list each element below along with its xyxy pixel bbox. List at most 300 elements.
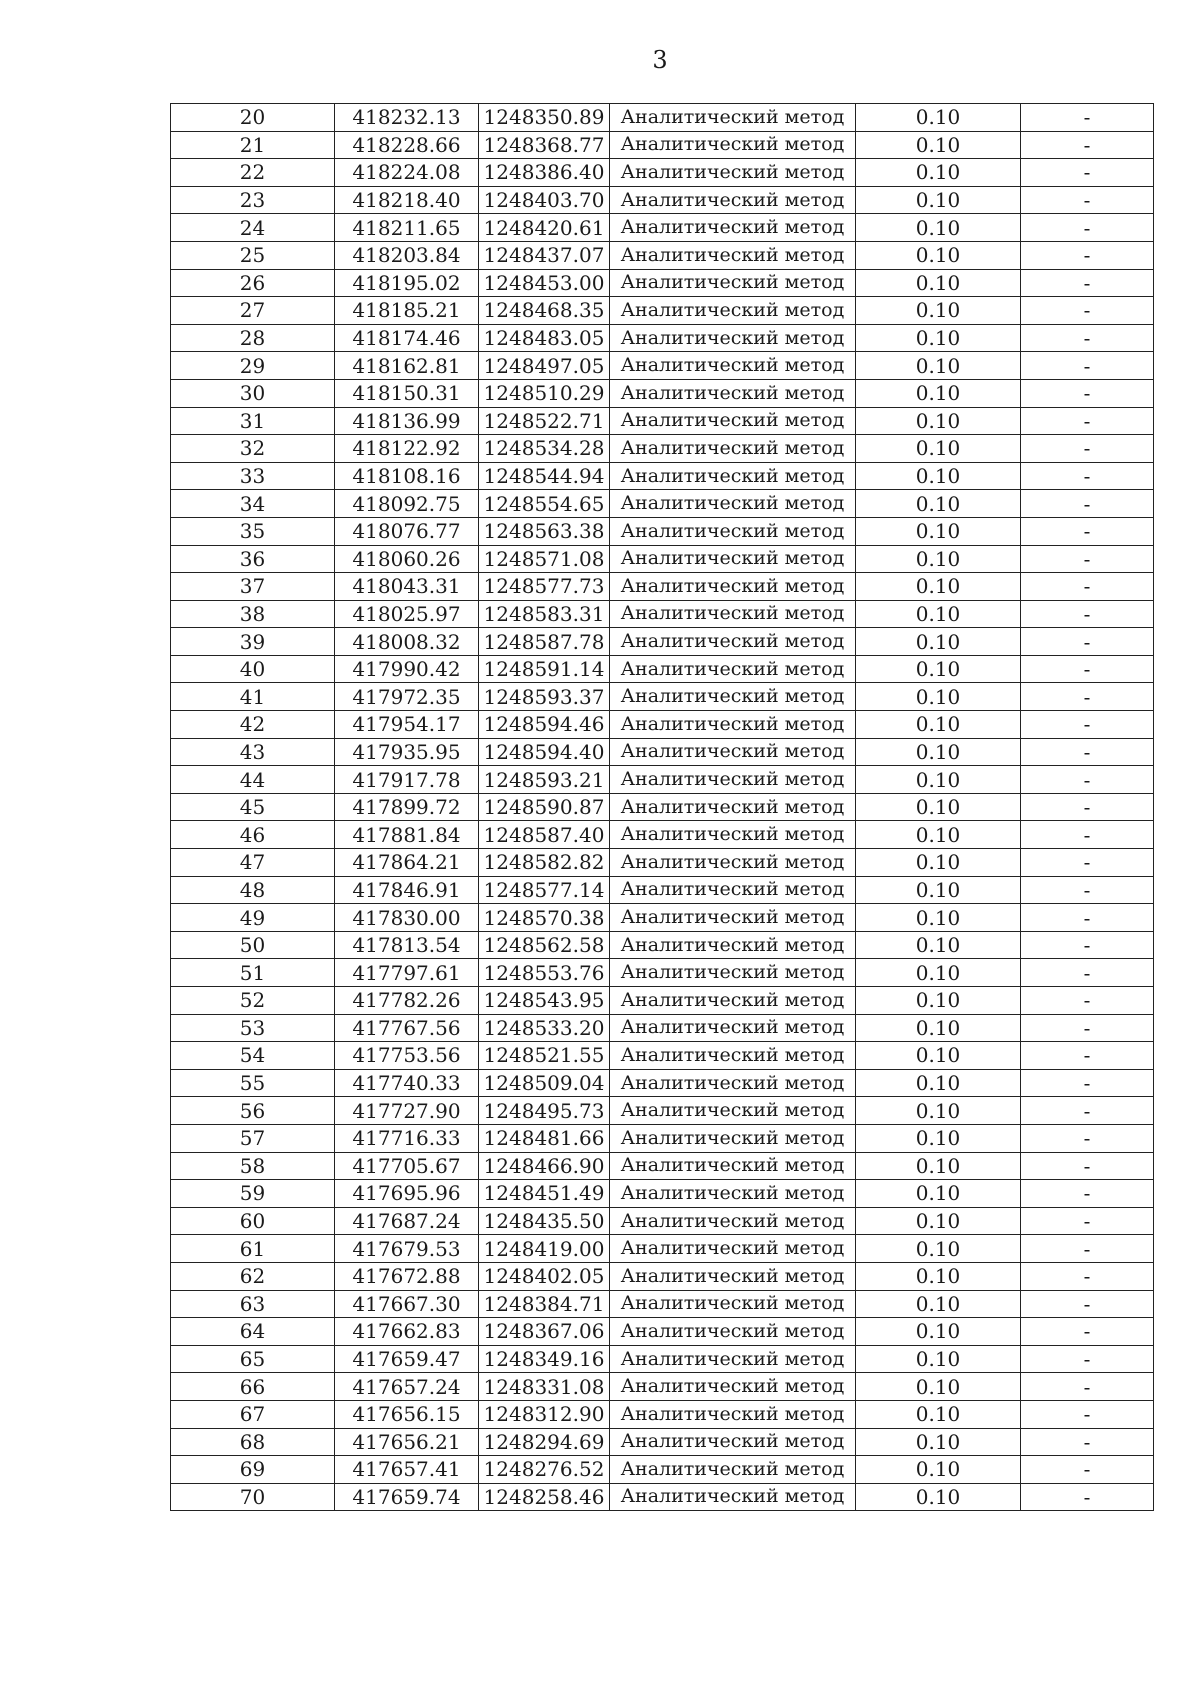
y-coordinate-cell: 1248420.61 [479,214,610,242]
coordinates-table [170,103,1154,1511]
point-number-cell: 37 [171,573,335,601]
description-cell: - [1021,1014,1154,1042]
x-coordinate-cell: 418218.40 [335,186,479,214]
y-coordinate-cell: 1248483.05 [479,324,610,352]
x-coordinate-cell: 417656.15 [335,1400,479,1428]
table-row [171,1042,1154,1070]
x-coordinate-cell: 417705.67 [335,1152,479,1180]
method-cell: Аналитический метод [610,711,856,739]
description-cell: - [1021,324,1154,352]
method-cell: Аналитический метод [610,1014,856,1042]
y-coordinate-cell: 1248368.77 [479,131,610,159]
accuracy-cell: 0.10 [856,738,1021,766]
accuracy-cell: 0.10 [856,959,1021,987]
x-coordinate-cell: 417813.54 [335,931,479,959]
description-cell: - [1021,1042,1154,1070]
point-number-cell: 32 [171,435,335,463]
method-cell: Аналитический метод [610,1400,856,1428]
table-row [171,959,1154,987]
x-coordinate-cell: 417672.88 [335,1262,479,1290]
description-cell: - [1021,407,1154,435]
description-cell: - [1021,435,1154,463]
point-number-cell: 20 [171,104,335,132]
x-coordinate-cell: 418195.02 [335,269,479,297]
y-coordinate-cell: 1248384.71 [479,1290,610,1318]
accuracy-cell: 0.10 [856,324,1021,352]
table-row [171,545,1154,573]
description-cell: - [1021,1318,1154,1346]
description-cell: - [1021,241,1154,269]
x-coordinate-cell: 418092.75 [335,490,479,518]
y-coordinate-cell: 1248435.50 [479,1207,610,1235]
description-cell: - [1021,1180,1154,1208]
method-cell: Аналитический метод [610,435,856,463]
x-coordinate-cell: 417864.21 [335,849,479,877]
y-coordinate-cell: 1248582.82 [479,849,610,877]
accuracy-cell: 0.10 [856,931,1021,959]
y-coordinate-cell: 1248466.90 [479,1152,610,1180]
y-coordinate-cell: 1248554.65 [479,490,610,518]
point-number-cell: 69 [171,1456,335,1484]
x-coordinate-cell: 417716.33 [335,1124,479,1152]
point-number-cell: 39 [171,628,335,656]
table-row [171,766,1154,794]
x-coordinate-cell: 418060.26 [335,545,479,573]
x-coordinate-cell: 418150.31 [335,379,479,407]
accuracy-cell: 0.10 [856,1042,1021,1070]
method-cell: Аналитический метод [610,1152,856,1180]
description-cell: - [1021,711,1154,739]
method-cell: Аналитический метод [610,1042,856,1070]
accuracy-cell: 0.10 [856,1400,1021,1428]
table-row [171,1207,1154,1235]
table-row [171,793,1154,821]
table-row [171,407,1154,435]
table-row [171,1318,1154,1346]
accuracy-cell: 0.10 [856,1235,1021,1263]
table-row [171,683,1154,711]
description-cell: - [1021,1124,1154,1152]
point-number-cell: 54 [171,1042,335,1070]
method-cell: Аналитический метод [610,297,856,325]
accuracy-cell: 0.10 [856,821,1021,849]
x-coordinate-cell: 418043.31 [335,573,479,601]
point-number-cell: 30 [171,379,335,407]
point-number-cell: 67 [171,1400,335,1428]
method-cell: Аналитический метод [610,931,856,959]
method-cell: Аналитический метод [610,462,856,490]
description-cell: - [1021,352,1154,380]
accuracy-cell: 0.10 [856,1373,1021,1401]
y-coordinate-cell: 1248497.05 [479,352,610,380]
accuracy-cell: 0.10 [856,407,1021,435]
point-number-cell: 31 [171,407,335,435]
method-cell: Аналитический метод [610,766,856,794]
point-number-cell: 24 [171,214,335,242]
description-cell: - [1021,1235,1154,1263]
method-cell: Аналитический метод [610,600,856,628]
accuracy-cell: 0.10 [856,1428,1021,1456]
y-coordinate-cell: 1248510.29 [479,379,610,407]
accuracy-cell: 0.10 [856,711,1021,739]
point-number-cell: 51 [171,959,335,987]
y-coordinate-cell: 1248562.58 [479,931,610,959]
y-coordinate-cell: 1248331.08 [479,1373,610,1401]
point-number-cell: 68 [171,1428,335,1456]
method-cell: Аналитический метод [610,1235,856,1263]
table-row [171,517,1154,545]
y-coordinate-cell: 1248403.70 [479,186,610,214]
y-coordinate-cell: 1248481.66 [479,1124,610,1152]
description-cell: - [1021,379,1154,407]
point-number-cell: 33 [171,462,335,490]
method-cell: Аналитический метод [610,214,856,242]
table-row [171,1180,1154,1208]
accuracy-cell: 0.10 [856,1014,1021,1042]
accuracy-cell: 0.10 [856,1318,1021,1346]
y-coordinate-cell: 1248587.40 [479,821,610,849]
coordinates-table-body [171,104,1154,1511]
point-number-cell: 49 [171,904,335,932]
point-number-cell: 61 [171,1235,335,1263]
table-row [171,379,1154,407]
point-number-cell: 63 [171,1290,335,1318]
description-cell: - [1021,793,1154,821]
method-cell: Аналитический метод [610,738,856,766]
y-coordinate-cell: 1248522.71 [479,407,610,435]
point-number-cell: 44 [171,766,335,794]
accuracy-cell: 0.10 [856,1345,1021,1373]
method-cell: Аналитический метод [610,655,856,683]
accuracy-cell: 0.10 [856,379,1021,407]
description-cell: - [1021,1456,1154,1484]
y-coordinate-cell: 1248593.37 [479,683,610,711]
table-row [171,987,1154,1015]
description-cell: - [1021,517,1154,545]
y-coordinate-cell: 1248583.31 [479,600,610,628]
method-cell: Аналитический метод [610,490,856,518]
table-row [171,600,1154,628]
x-coordinate-cell: 418108.16 [335,462,479,490]
y-coordinate-cell: 1248367.06 [479,1318,610,1346]
y-coordinate-cell: 1248577.14 [479,876,610,904]
y-coordinate-cell: 1248521.55 [479,1042,610,1070]
table-row [171,655,1154,683]
table-row [171,1235,1154,1263]
accuracy-cell: 0.10 [856,655,1021,683]
point-number-cell: 52 [171,987,335,1015]
table-row [171,876,1154,904]
point-number-cell: 50 [171,931,335,959]
method-cell: Аналитический метод [610,104,856,132]
x-coordinate-cell: 418025.97 [335,600,479,628]
y-coordinate-cell: 1248509.04 [479,1069,610,1097]
y-coordinate-cell: 1248571.08 [479,545,610,573]
y-coordinate-cell: 1248534.28 [479,435,610,463]
y-coordinate-cell: 1248453.00 [479,269,610,297]
point-number-cell: 59 [171,1180,335,1208]
accuracy-cell: 0.10 [856,1180,1021,1208]
x-coordinate-cell: 418232.13 [335,104,479,132]
point-number-cell: 64 [171,1318,335,1346]
x-coordinate-cell: 418228.66 [335,131,479,159]
x-coordinate-cell: 417846.91 [335,876,479,904]
x-coordinate-cell: 417657.41 [335,1456,479,1484]
method-cell: Аналитический метод [610,904,856,932]
accuracy-cell: 0.10 [856,352,1021,380]
point-number-cell: 53 [171,1014,335,1042]
x-coordinate-cell: 417899.72 [335,793,479,821]
point-number-cell: 57 [171,1124,335,1152]
accuracy-cell: 0.10 [856,186,1021,214]
table-row [171,1152,1154,1180]
point-number-cell: 40 [171,655,335,683]
point-number-cell: 34 [171,490,335,518]
method-cell: Аналитический метод [610,1483,856,1511]
table-row [171,849,1154,877]
table-row [171,931,1154,959]
method-cell: Аналитический метод [610,1345,856,1373]
method-cell: Аналитический метод [610,131,856,159]
description-cell: - [1021,1152,1154,1180]
table-row [171,821,1154,849]
x-coordinate-cell: 417990.42 [335,655,479,683]
y-coordinate-cell: 1248258.46 [479,1483,610,1511]
description-cell: - [1021,600,1154,628]
point-number-cell: 47 [171,849,335,877]
description-cell: - [1021,683,1154,711]
y-coordinate-cell: 1248553.76 [479,959,610,987]
table-row [171,131,1154,159]
x-coordinate-cell: 418224.08 [335,159,479,187]
description-cell: - [1021,297,1154,325]
x-coordinate-cell: 417659.47 [335,1345,479,1373]
y-coordinate-cell: 1248437.07 [479,241,610,269]
x-coordinate-cell: 418211.65 [335,214,479,242]
y-coordinate-cell: 1248386.40 [479,159,610,187]
accuracy-cell: 0.10 [856,1483,1021,1511]
x-coordinate-cell: 417782.26 [335,987,479,1015]
method-cell: Аналитический метод [610,849,856,877]
point-number-cell: 48 [171,876,335,904]
x-coordinate-cell: 417935.95 [335,738,479,766]
description-cell: - [1021,849,1154,877]
accuracy-cell: 0.10 [856,131,1021,159]
y-coordinate-cell: 1248276.52 [479,1456,610,1484]
description-cell: - [1021,1400,1154,1428]
description-cell: - [1021,131,1154,159]
accuracy-cell: 0.10 [856,1152,1021,1180]
point-number-cell: 66 [171,1373,335,1401]
y-coordinate-cell: 1248294.69 [479,1428,610,1456]
point-number-cell: 60 [171,1207,335,1235]
description-cell: - [1021,573,1154,601]
point-number-cell: 23 [171,186,335,214]
description-cell: - [1021,1262,1154,1290]
table-row [171,904,1154,932]
x-coordinate-cell: 417954.17 [335,711,479,739]
y-coordinate-cell: 1248570.38 [479,904,610,932]
table-row [171,1428,1154,1456]
table-row [171,324,1154,352]
table-row [171,573,1154,601]
description-cell: - [1021,159,1154,187]
x-coordinate-cell: 417727.90 [335,1097,479,1125]
table-row [171,241,1154,269]
x-coordinate-cell: 417657.24 [335,1373,479,1401]
table-row [171,297,1154,325]
method-cell: Аналитический метод [610,1290,856,1318]
description-cell: - [1021,1428,1154,1456]
description-cell: - [1021,738,1154,766]
method-cell: Аналитический метод [610,352,856,380]
x-coordinate-cell: 417797.61 [335,959,479,987]
x-coordinate-cell: 418203.84 [335,241,479,269]
point-number-cell: 36 [171,545,335,573]
description-cell: - [1021,104,1154,132]
method-cell: Аналитический метод [610,628,856,656]
y-coordinate-cell: 1248594.40 [479,738,610,766]
description-cell: - [1021,766,1154,794]
description-cell: - [1021,545,1154,573]
method-cell: Аналитический метод [610,186,856,214]
method-cell: Аналитический метод [610,1124,856,1152]
point-number-cell: 29 [171,352,335,380]
method-cell: Аналитический метод [610,1262,856,1290]
accuracy-cell: 0.10 [856,545,1021,573]
method-cell: Аналитический метод [610,959,856,987]
accuracy-cell: 0.10 [856,766,1021,794]
point-number-cell: 43 [171,738,335,766]
method-cell: Аналитический метод [610,1318,856,1346]
method-cell: Аналитический метод [610,573,856,601]
accuracy-cell: 0.10 [856,435,1021,463]
method-cell: Аналитический метод [610,1373,856,1401]
y-coordinate-cell: 1248495.73 [479,1097,610,1125]
y-coordinate-cell: 1248312.90 [479,1400,610,1428]
x-coordinate-cell: 417679.53 [335,1235,479,1263]
x-coordinate-cell: 417695.96 [335,1180,479,1208]
point-number-cell: 65 [171,1345,335,1373]
description-cell: - [1021,821,1154,849]
table-row [171,186,1154,214]
x-coordinate-cell: 417740.33 [335,1069,479,1097]
method-cell: Аналитический метод [610,407,856,435]
table-row [171,1124,1154,1152]
x-coordinate-cell: 417662.83 [335,1318,479,1346]
table-row [171,1290,1154,1318]
description-cell: - [1021,186,1154,214]
table-row [171,1483,1154,1511]
method-cell: Аналитический метод [610,379,856,407]
x-coordinate-cell: 417917.78 [335,766,479,794]
method-cell: Аналитический метод [610,545,856,573]
method-cell: Аналитический метод [610,269,856,297]
method-cell: Аналитический метод [610,1428,856,1456]
description-cell: - [1021,1097,1154,1125]
accuracy-cell: 0.10 [856,904,1021,932]
accuracy-cell: 0.10 [856,1290,1021,1318]
accuracy-cell: 0.10 [856,849,1021,877]
accuracy-cell: 0.10 [856,573,1021,601]
point-number-cell: 28 [171,324,335,352]
accuracy-cell: 0.10 [856,1069,1021,1097]
y-coordinate-cell: 1248591.14 [479,655,610,683]
y-coordinate-cell: 1248419.00 [479,1235,610,1263]
table-row [171,1262,1154,1290]
point-number-cell: 22 [171,159,335,187]
table-row [171,1373,1154,1401]
y-coordinate-cell: 1248543.95 [479,987,610,1015]
point-number-cell: 46 [171,821,335,849]
description-cell: - [1021,1373,1154,1401]
x-coordinate-cell: 418136.99 [335,407,479,435]
accuracy-cell: 0.10 [856,104,1021,132]
method-cell: Аналитический метод [610,1097,856,1125]
x-coordinate-cell: 418162.81 [335,352,479,380]
point-number-cell: 45 [171,793,335,821]
accuracy-cell: 0.10 [856,490,1021,518]
description-cell: - [1021,214,1154,242]
accuracy-cell: 0.10 [856,1262,1021,1290]
description-cell: - [1021,490,1154,518]
x-coordinate-cell: 418122.92 [335,435,479,463]
y-coordinate-cell: 1248468.35 [479,297,610,325]
x-coordinate-cell: 417830.00 [335,904,479,932]
method-cell: Аналитический метод [610,683,856,711]
description-cell: - [1021,1483,1154,1511]
point-number-cell: 70 [171,1483,335,1511]
accuracy-cell: 0.10 [856,1097,1021,1125]
table-row [171,352,1154,380]
accuracy-cell: 0.10 [856,600,1021,628]
point-number-cell: 27 [171,297,335,325]
point-number-cell: 38 [171,600,335,628]
y-coordinate-cell: 1248350.89 [479,104,610,132]
table-row [171,711,1154,739]
table-row [171,214,1154,242]
accuracy-cell: 0.10 [856,241,1021,269]
method-cell: Аналитический метод [610,1207,856,1235]
method-cell: Аналитический метод [610,987,856,1015]
table-row [171,104,1154,132]
accuracy-cell: 0.10 [856,683,1021,711]
accuracy-cell: 0.10 [856,159,1021,187]
accuracy-cell: 0.10 [856,987,1021,1015]
accuracy-cell: 0.10 [856,297,1021,325]
x-coordinate-cell: 418076.77 [335,517,479,545]
y-coordinate-cell: 1248349.16 [479,1345,610,1373]
description-cell: - [1021,987,1154,1015]
table-row [171,1097,1154,1125]
accuracy-cell: 0.10 [856,1456,1021,1484]
x-coordinate-cell: 417687.24 [335,1207,479,1235]
table-row [171,269,1154,297]
x-coordinate-cell: 417753.56 [335,1042,479,1070]
table-row [171,628,1154,656]
page-number: 3 [652,46,668,74]
accuracy-cell: 0.10 [856,793,1021,821]
accuracy-cell: 0.10 [856,269,1021,297]
y-coordinate-cell: 1248451.49 [479,1180,610,1208]
table-row [171,1014,1154,1042]
x-coordinate-cell: 417656.21 [335,1428,479,1456]
x-coordinate-cell: 417972.35 [335,683,479,711]
method-cell: Аналитический метод [610,517,856,545]
accuracy-cell: 0.10 [856,214,1021,242]
y-coordinate-cell: 1248577.73 [479,573,610,601]
table-row [171,1456,1154,1484]
